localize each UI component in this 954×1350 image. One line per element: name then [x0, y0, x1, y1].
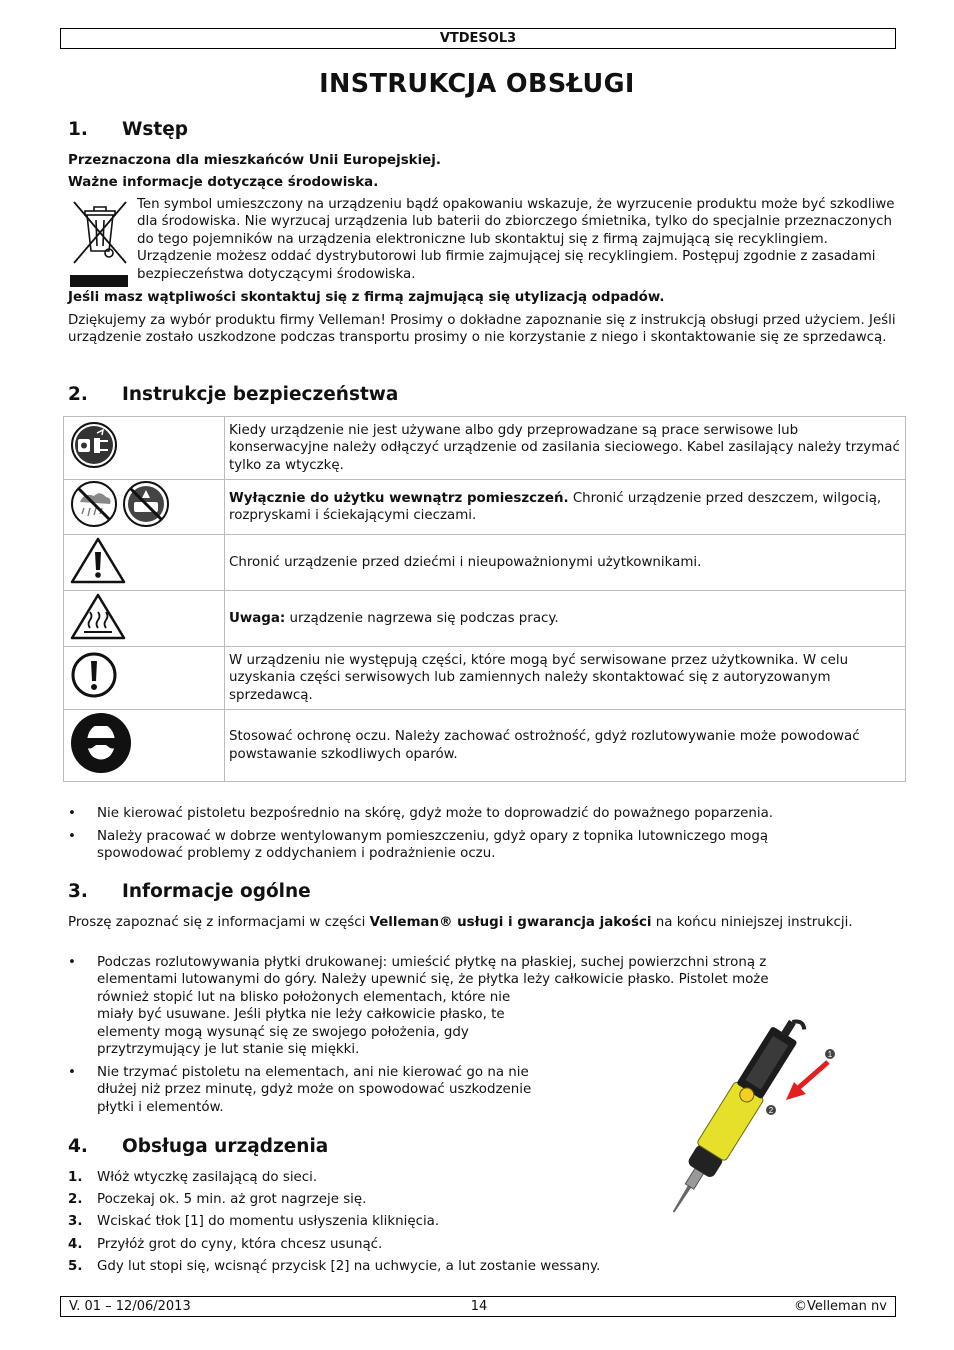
list-item: 2. Poczekaj ok. 5 min. aż grot nagrzeje się.: [68, 1192, 367, 1207]
list-item: 1. Włóż wtyczkę zasilającą do sieci.: [68, 1170, 318, 1185]
env-heading: Ważne informacje dotyczące środowiska.: [68, 175, 379, 190]
thanks-paragraph: Dziękujemy za wybór produktu firmy Velleman! Prosimy o dokładne zapoznanie się z instrukcją obsługi przed użyciem. Jeśli urządzenie zostało uszkodzone podczas transportu prosimy o nie korzystanie z niego i skontaktowanie się ze sprzedawcą.: [68, 313, 896, 346]
model-name: VTDESOL3: [439, 31, 517, 46]
version-info: V. 01 – 12/06/2013: [69, 1299, 191, 1314]
indoor-use-icon: [70, 480, 170, 528]
list-item: • Należy pracować w dobrze wentylowanym pomieszczeniu, gdyż opary z topnika lutowniczego mogą spowodować problemy z oddychaniem i podrażnienie oczu.: [68, 828, 838, 863]
caution-bold: Uwaga:: [229, 610, 286, 626]
attention-icon: [70, 651, 118, 699]
env-text: Ten symbol umieszczony na urządzeniu bądź opakowaniu wskazuje, że wyrzucenie produktu może być szkodliwe dla środowiska. Nie wyrzucaj urządzenia lub baterii do zbiorczego śmietnika, tylko do specjalnie przeznaczonych do tego pojemników na urządzenia elektroniczne lub skontaktuj się z firmą zajmującą się recyklingiem. Urządzenie możesz oddać dystrybutorowi lub firmie zajmującej się recyklingiem. Postępuj zgodnie z zasadami bezpieczeństwa dotyczącymi środowiska.: [137, 197, 895, 282]
page-title: INSTRUKCJA OBSŁUGI: [319, 69, 635, 99]
safety-row: [64, 417, 906, 480]
safety-text-unplug: Kiedy urządzenie nie jest używane albo gdy przeprowadzane są prace serwisowe lub konserwacyjne należy odłączyć urządzenie od zasilania sieciowego. Kabel zasilający należy trzymać tylko za wtyczkę.: [229, 422, 900, 473]
safety-row: [64, 710, 906, 782]
general-intro: Proszę zapoznać się z informacjami w części Velleman® usługi i gwarancja jakości na końcu niniejszej instrukcji.: [68, 915, 853, 930]
indoor-use-bold: Wyłącznie do użytku wewnątrz pomieszczeń.: [229, 490, 569, 506]
hot-surface-icon: [70, 592, 126, 640]
safety-row: [64, 480, 906, 535]
safety-row: [64, 647, 906, 710]
section-3-heading: 3. Informacje ogólne: [68, 881, 311, 902]
page-number: 14: [470, 1299, 488, 1314]
list-item: • Nie trzymać pistoletu na elementach, ani nie kierować go na nie dłużej niż przez minutę, gdyż może on spowodować uszkodzenie płytki i elementów.: [68, 1064, 548, 1116]
list-item-continued: również stopić lut na blisko położonych elementach, które nie miały być usuwane. Jeśli płytka nie leży całkowicie płasko, te elementy mogą wysunąć się ze swojego położenia, gdy przytrzymujący je lut stanie się miękki.: [97, 990, 511, 1058]
warranty-reference: Velleman® usługi i gwarancja jakości: [369, 915, 652, 930]
safety-row: [64, 591, 906, 647]
safety-text-eyes: Stosować ochronę oczu. Należy zachować ostrożność, gdyż rozlutowywanie może powodować powstawanie szkodliwych oparów.: [229, 729, 860, 762]
copyright: ©Velleman nv: [793, 1299, 887, 1314]
page-header: [60, 28, 896, 49]
safety-text-indoor: Chronić urządzenie przed deszczem, wilgocią, rozpryskami i ściekającymi cieczami.: [229, 490, 882, 523]
safety-text-hot: urządzenie nagrzewa się podczas pracy.: [285, 610, 559, 626]
list-item: 4. Przyłóż grot do cyny, która chcesz usunąć.: [68, 1237, 383, 1252]
list-item: • Podczas rozlutowywania płytki drukowanej: umieścić płytkę na płaskiej, suchej powierzchni stroną z elementami lutowanymi do góry. Należy upewnić się, że płytka leży całkowicie płasko. Pistolet może: [68, 954, 838, 989]
section-4-heading: 4. Obsługa urządzenia: [68, 1136, 329, 1157]
eye-protection-icon: [70, 712, 132, 774]
section-2-heading: 2. Instrukcje bezpieczeństwa: [68, 384, 399, 405]
section-1-heading: 1. Wstęp: [68, 119, 189, 140]
list-item: • Nie kierować pistoletu bezpośrednio na skórę, gdyż może to doprowadzić do poważnego poparzenia.: [68, 805, 838, 822]
page-footer: [60, 1296, 896, 1317]
eu-notice: Przeznaczona dla mieszkańców Unii Europejskiej.: [68, 153, 441, 168]
weee-bin-icon: [68, 197, 132, 289]
warning-icon: [70, 536, 126, 584]
safety-table: [63, 416, 906, 782]
safety-row: [64, 535, 906, 591]
callout-2: 2: [768, 1106, 774, 1115]
list-item: 3. Wciskać tłok [1] do momentu usłyszenia kliknięcia.: [68, 1214, 440, 1229]
list-item: 5. Gdy lut stopi się, wcisnąć przycisk [2] na uchwycie, a lut zostanie wessany.: [68, 1259, 601, 1274]
safety-text-children: Chronić urządzenie przed dziećmi i nieupoważnionymi użytkownikami.: [229, 554, 702, 570]
disposal-notice: Jeśli masz wątpliwości skontaktuj się z firmą zajmującą się utylizacją odpadów.: [68, 290, 665, 305]
desoldering-gun-illustration: [628, 1002, 840, 1232]
callout-1: 1: [827, 1050, 833, 1059]
safety-text-service: W urządzeniu nie występują części, które mogą być serwisowane przez użytkownika. W celu uzyskania części serwisowych lub zamiennych należy skontaktować się z autoryzowanym sprzedawcą.: [229, 652, 849, 703]
unplug-icon: [70, 421, 118, 469]
